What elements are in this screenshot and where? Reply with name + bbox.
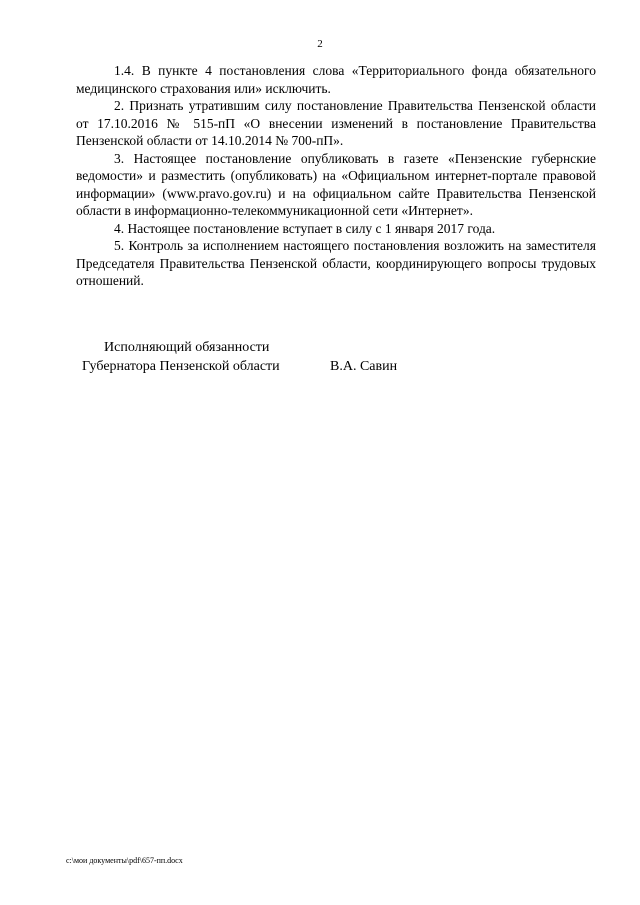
footer-file-path: c:\мои документы\pdf\657-пп.docx [66, 856, 183, 865]
signatory-name: В.А. Савин [330, 359, 398, 374]
paragraph-5: 5. Контроль за исполнением настоящего постановления возложить на заместителя Председателя Правительства Пензенской области, координирующего вопросы трудовых отношений. [76, 238, 596, 288]
page-number: 2 [317, 38, 323, 50]
paragraph-4: 4. Настоящее постановление вступает в силу с 1 января 2017 года. [114, 220, 496, 236]
paragraph-3: 3. Настоящее постановление опубликовать в газете «Пензенские губернские ведомости» и разместить (опубликовать) на «Официальном интернет-портале правовой информации» (www.pravo.gov.ru) и на официальном сайте Правительства Пензенской области в информационно-телекоммуникационной сети «Интернет». [76, 150, 596, 218]
document-body [76, 62, 596, 290]
signatory-title-line2: Губернатора Пензенской области [82, 359, 280, 374]
paragraph-1-4: 1.4. В пункте 4 постановления слова «Территориального фонда обязательного медицинского страхования или» исключить. [76, 63, 596, 96]
signatory-title-line1: Исполняющий обязанности [104, 340, 270, 355]
paragraph-2: 2. Признать утратившим силу постановление Правительства Пензенской области от 17.10.2016 № 515-пП «О внесении изменений в постановление Правительства Пензенской области от 14.10.2014 № 700-пП». [76, 98, 596, 148]
